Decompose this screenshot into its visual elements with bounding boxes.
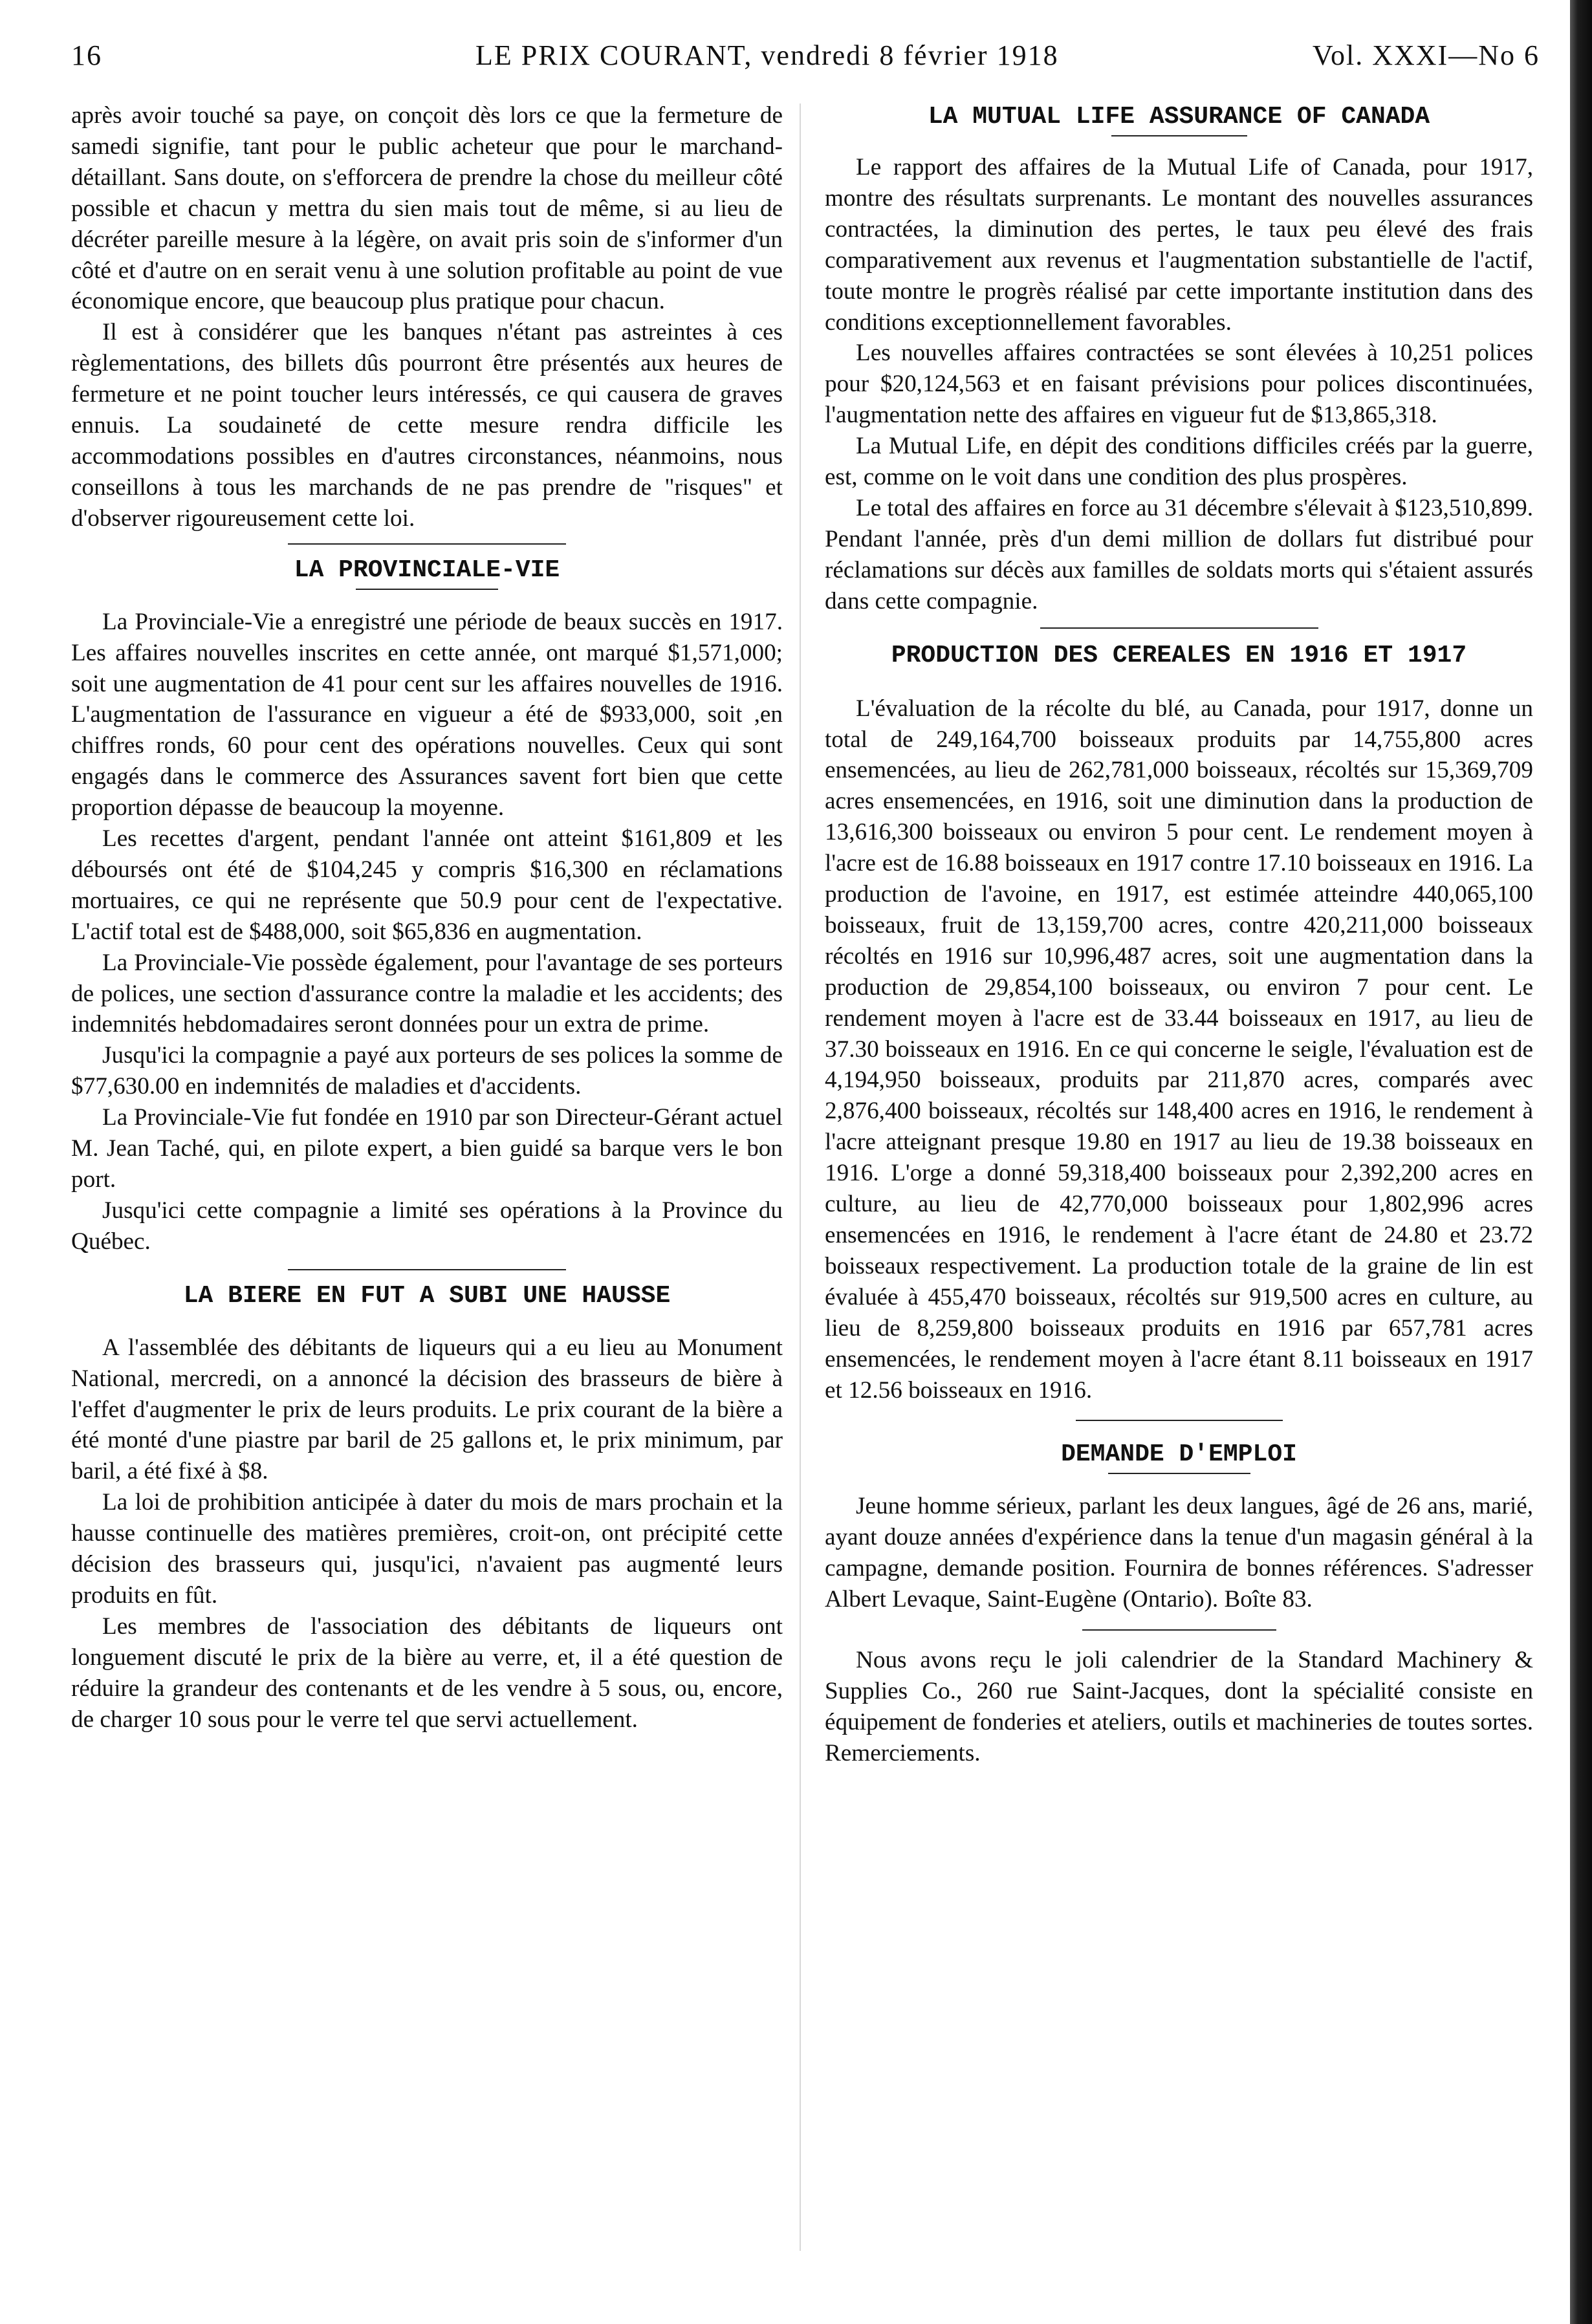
- article-paragraph: La Provinciale-Vie possède également, pour l'avantage de ses porteurs de polices, une section d'assurance contre la maladie et les accidents; des indemnités hebdomadaires seront données pour un extra de prime.: [71, 949, 783, 1038]
- page-number: 16: [71, 39, 102, 71]
- article-paragraph: Le total des affaires en force au 31 décembre s'élevait à $123,510,899. Pendant l'année, près d'un demi million de dollars fut distribué pour réclamations sur décès aux familles de soldats morts qui s'étaient assurés dans cette compagnie.: [825, 494, 1533, 614]
- article-cereales: [825, 639, 1533, 1406]
- page-header: [71, 39, 1540, 84]
- article-paragraph: L'évaluation de la récolte du blé, au Canada, pour 1917, donne un total de 249,164,700 boisseaux produits par 14,755,800 acres ensemencées, au lieu de 262,781,000 boisseaux, récoltés sur 15,369,709 acres ensemencées, en 1916, soit une diminution dans la production de 13,616,300 boisseaux ou environ 5 pour cent. Le rendement moyen à l'acre est de 16.88 boisseaux en 1917 contre 17.10 boisseaux en 1916. La production de l'avoine, en 1917, est estimée atteindre 440,065,100 boisseaux, fruit de 13,159,700 acres, contre 420,211,000 boisseaux récoltés en 1916 sur 10,996,487 acres, soit une augmentation dans la production de 29,854,100 boisseaux, ou environ 7 pour cent. Le rendement moyen à l'acre est de 33.44 boisseaux en 1917, au lieu de 37.30 boisseaux en 1916. En ce qui concerne le seigle, l'évaluation est de 4,194,950 boisseaux, produits par 211,870 acres, comparés avec 2,876,400 boisseaux, récoltés sur 148,400 acres en 1916, le rendement à l'acre atteignant presque 19.80 en 1917 au lieu de 19.38 boisseaux en 1916. L'orge a donné 59,318,400 boisseaux pour 2,392,200 acres en culture, au lieu de 42,770,000 boisseaux pour 1,802,996 acres ensemencées en 1916, le rendement à l'acre étant de 24.80 et 23.72 boisseaux respectivement. La production totale de la graine de lin est évaluée à 455,470 boisseaux, récoltés sur 919,500 acres en culture, au lieu de 8,259,800 boisseaux produits en 1916 par 657,781 acres ensemencées, le rendement moyen à l'acre étant 8.11 boisseaux en 1917 et 12.56 boisseaux en 1916.: [825, 695, 1533, 1404]
- section-title: PRODUCTION DES CEREALES EN 1916 ET 1917: [891, 641, 1467, 669]
- section-separator: [1082, 1629, 1276, 1631]
- article-paragraph: Jusqu'ici la compagnie a payé aux porteurs de ses polices la somme de $77,630.00 en indemnités de maladies et d'accidents.: [71, 1042, 783, 1100]
- section-separator: [288, 543, 566, 545]
- article-paragraph: après avoir touché sa paye, on conçoit dès lors ce que la fermeture de samedi signifie, tant pour le public acheteur que pour le marchand-détaillant. Sans doute, on s'efforcera de prendre la chose du meilleur côté possible et chacun y mettra du sien mais tout de même, si au lieu de décréter pareille mesure à la légère, on avait pris soin de s'informer d'un côté et d'autre on en serait venu à une solution profitable au point de vue économique encore, que beaucoup plus pratique pour chacun.: [71, 102, 783, 315]
- volume-number: Vol. XXXI—No 6: [1312, 39, 1540, 71]
- article-biere: [71, 1279, 783, 1735]
- article-calendrier: [825, 1645, 1533, 1769]
- article-continuation: [71, 100, 783, 534]
- title-underline: [1108, 1473, 1250, 1474]
- article-paragraph: La Provinciale-Vie fut fondée en 1910 par son Directeur-Gérant actuel M. Jean Taché, qui, en pilote expert, a bien guidé sa barque vers le bon port.: [71, 1104, 783, 1193]
- section-separator: [1040, 627, 1318, 629]
- article-mutual-life: [825, 100, 1533, 617]
- title-underline: [1111, 135, 1247, 136]
- article-paragraph: Nous avons reçu le joli calendrier de la Standard Machinery & Supplies Co., 260 rue Saint-Jacques, dont la spécialité consiste en équipement de fonderies et ateliers, outils et machineries de toutes sortes. Remerciements.: [825, 1647, 1533, 1766]
- article-paragraph: Jeune homme sérieux, parlant les deux langues, âgé de 26 ans, marié, ayant douze années d'expérience dans la tenue d'un magasin général à la campagne, demande position. Fournira de bonnes références. S'adresser Albert Levaque, Saint-Eugène (Ontario). Boîte 83.: [825, 1493, 1533, 1613]
- article-paragraph: La loi de prohibition anticipée à dater du mois de mars prochain et la hausse continuelle des matières premières, croit-on, ont précipité cette décision des brasseurs qui, jusqu'ici, n'avaient pas augmenté leurs produits en fût.: [71, 1489, 783, 1609]
- section-title: DEMANDE D'EMPLOI: [1061, 1440, 1297, 1469]
- left-column: [71, 100, 783, 1735]
- article-paragraph: A l'assemblée des débitants de liqueurs qui a eu lieu au Monument National, mercredi, on a annoncé la décision des brasseurs de bière à l'effet d'augmenter le prix de leurs produits. Le prix courant de la bière a été monté d'une piastre par baril de 25 gallons et, le prix minimum, par baril, a été fixé à $8.: [71, 1334, 783, 1485]
- article-paragraph: Les recettes d'argent, pendant l'année ont atteint $161,809 et les déboursés ont été de $104,245 y compris $16,300 en réclamations mortuaires, ce qui ne représente que 50.9 pour cent de l'expectative. L'actif total est de $488,000, soit $65,836 en augmentation.: [71, 825, 783, 945]
- article-paragraph: La Mutual Life, en dépit des conditions difficiles créés par la guerre, est, comme on le voit dans une condition des plus prospères.: [825, 433, 1533, 491]
- section-separator: [1076, 1420, 1283, 1421]
- article-paragraph: Les membres de l'association des débitants de liqueurs ont longuement discuté le prix de la bière au verre, et, il a été question de réduire la grandeur des contenants et de les vendre à 5 sous, ou, encore, de charger 10 sous pour le verre tel que servi actuellement.: [71, 1613, 783, 1733]
- section-separator: [288, 1269, 566, 1270]
- article-paragraph: Le rapport des affaires de la Mutual Life of Canada, pour 1917, montre des résultats surprenants. Le montant des nouvelles assurances contractées, la diminution des pertes, le taux peu élevé des frais comparativement aux revenus et l'augmentation substantielle de l'actif, toute montre le progrès réalisé par cette importante institution dans des conditions exceptionnellement favorables.: [825, 154, 1533, 336]
- publication-dateline: LE PRIX COURANT, vendredi 8 février 1918: [475, 39, 1059, 71]
- article-provinciale-vie: [71, 554, 783, 1257]
- article-demande-emploi: [825, 1438, 1533, 1615]
- section-title: LA MUTUAL LIFE ASSURANCE OF CANADA: [928, 103, 1430, 131]
- section-title: LA BIERE EN FUT A SUBI UNE HAUSSE: [183, 1281, 671, 1310]
- article-paragraph: La Provinciale-Vie a enregistré une période de beaux succès en 1917. Les affaires nouvelles inscrites en cette année, ont marqué $1,571,000; soit une augmentation de 41 pour cent sur les affaires nouvelles de 1916. L'augmentation de l'assurance en vigueur a été de $933,000, soit ,en chiffres ronds, 60 pour cent des opérations nouvelles. Ceux qui sont engagés dans le commerce des Assurances savent fort bien que cette proportion dépasse de beaucoup la moyenne.: [71, 608, 783, 821]
- right-column: [825, 100, 1533, 1769]
- article-paragraph: Les nouvelles affaires contractées se sont élevées à 10,251 polices pour $20,124,563 et en faisant prévisions pour polices discontinuées, l'augmentation nette des affaires en vigueur fut de $13,865,318.: [825, 340, 1533, 429]
- section-title: LA PROVINCIALE-VIE: [294, 556, 560, 584]
- scan-edge-shadow: [1570, 0, 1592, 2324]
- article-paragraph: Jusqu'ici cette compagnie a limité ses opérations à la Province du Québec.: [71, 1197, 783, 1255]
- title-underline: [356, 589, 498, 590]
- article-paragraph: Il est à considérer que les banques n'étant pas astreintes à ces règlementations, des billets dûs pourront être présentés aux heures de fermeture et ne point toucher leurs intéressés, ce qui causera de graves ennuis. La soudaineté de cette mesure rendra difficile les accommodations possibles en d'autres circonstances, néanmoins, nous conseillons à tous les marchands de ne pas prendre de "risques" et d'observer rigoureusement cette loi.: [71, 319, 783, 532]
- column-divider: [800, 103, 801, 2251]
